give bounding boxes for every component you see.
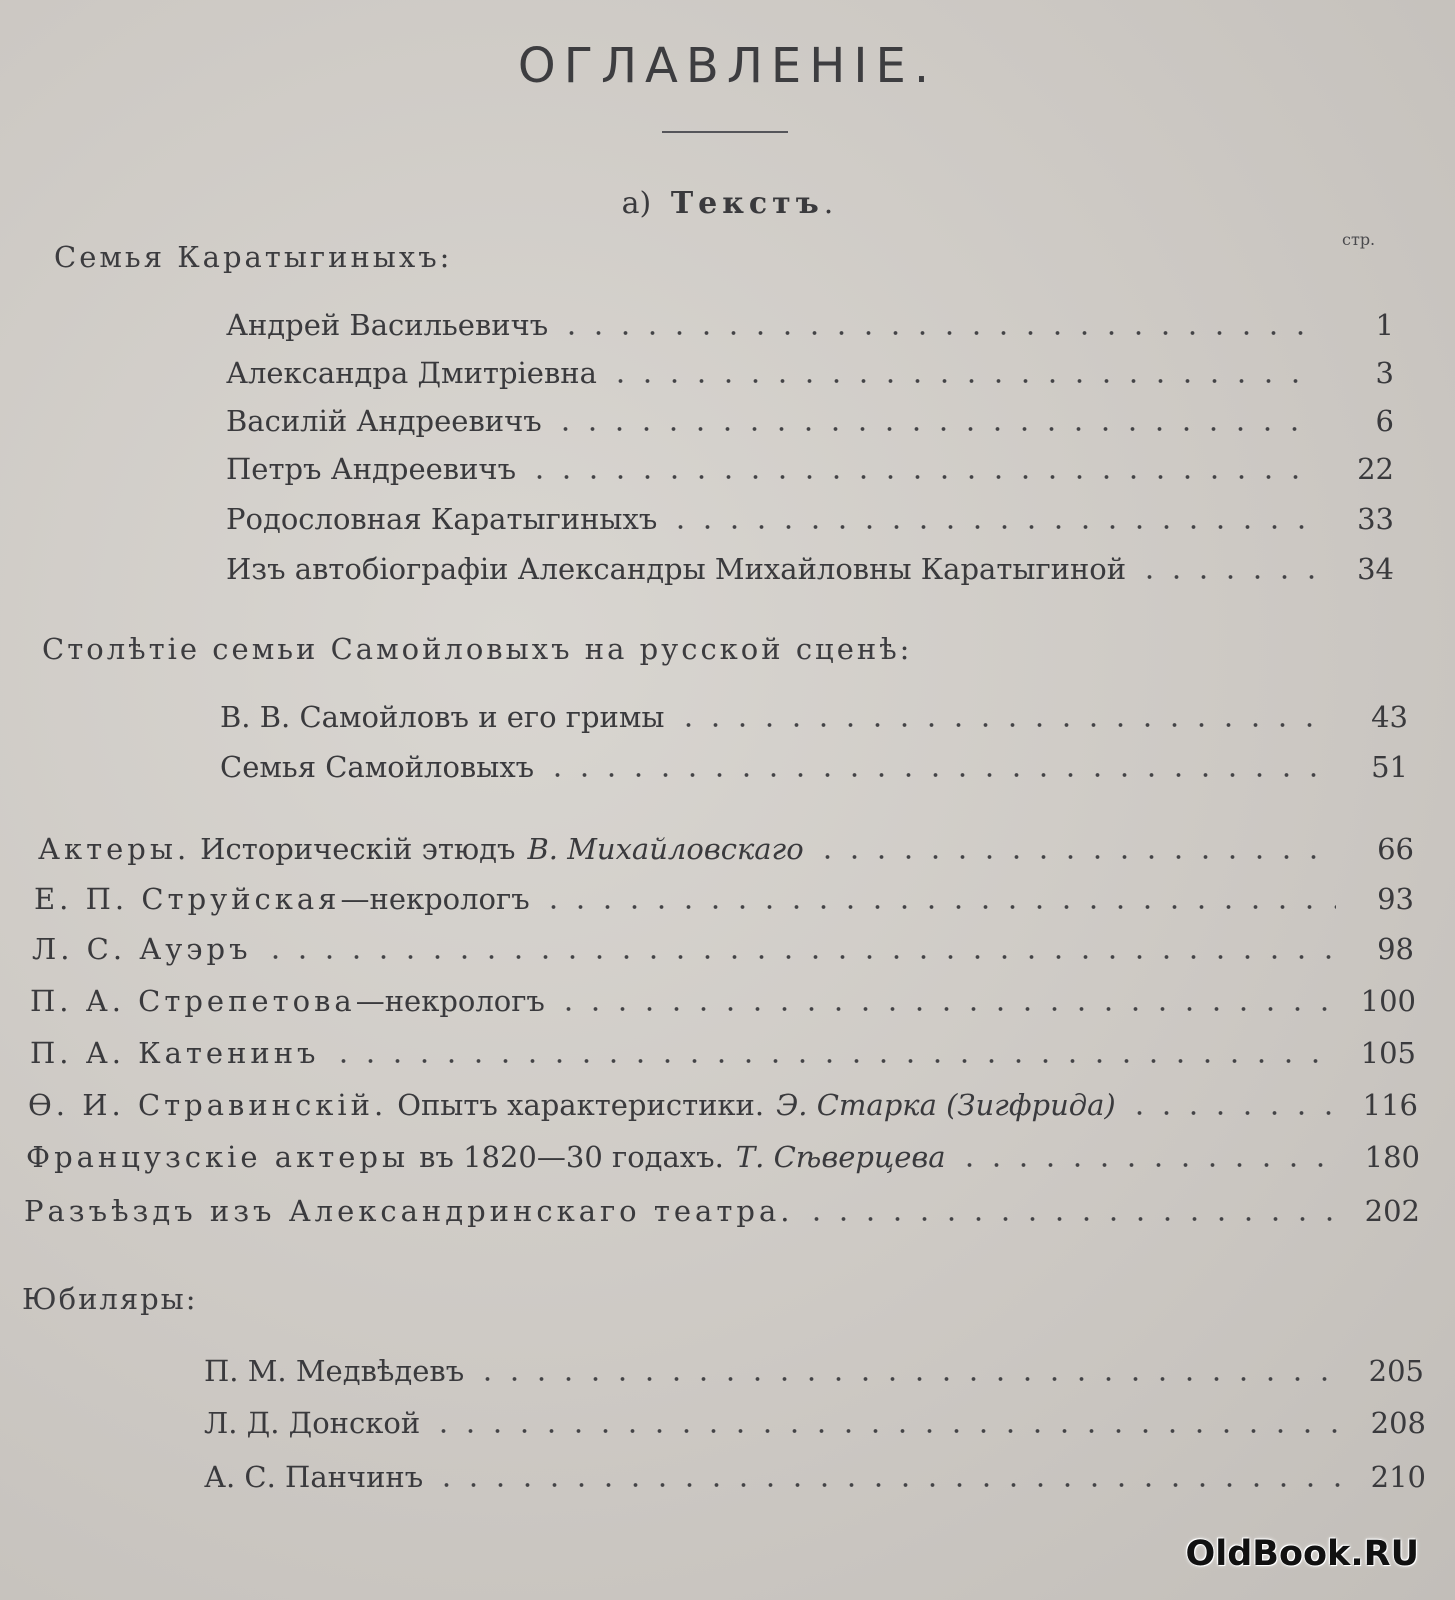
entry-page: 93 — [1377, 882, 1414, 916]
title-divider — [662, 131, 788, 133]
dot-leader — [1136, 574, 1316, 580]
entry-title: Л. С. Ауэръ — [32, 932, 252, 966]
entry-page: 51 — [1371, 750, 1408, 784]
entry-page: 180 — [1364, 1140, 1420, 1174]
entry-page: 205 — [1368, 1354, 1424, 1388]
entry-page: 33 — [1357, 502, 1394, 536]
entry-title: Разъѣздъ изъ Александринскаго театра. — [24, 1194, 794, 1228]
section-heading: Семья Каратыгиныхъ: — [54, 240, 453, 274]
entry-page: 116 — [1362, 1088, 1418, 1122]
toc-entry — [226, 404, 1394, 444]
entry-title: Петръ Андреевичъ — [226, 452, 517, 486]
toc-entry — [32, 932, 1414, 972]
dot-leader — [814, 854, 1336, 860]
toc-entry — [226, 308, 1394, 348]
toc-entry — [34, 882, 1414, 922]
section-heading: Юбиляры: — [22, 1282, 198, 1316]
entry-title: Е. П. Струйская — [34, 882, 341, 916]
entry-page: 98 — [1377, 932, 1414, 966]
entry-page: 100 — [1360, 984, 1416, 1018]
toc-entry — [26, 1140, 1420, 1180]
entry-title: В. В. Самойловъ и его гримы — [220, 700, 665, 734]
entry-page: 6 — [1375, 404, 1394, 438]
entry-title: Актеры. — [38, 832, 191, 866]
dot-leader — [803, 1216, 1342, 1222]
entry-page: 43 — [1371, 700, 1408, 734]
dot-leader — [555, 1006, 1338, 1012]
dot-leader — [607, 378, 1316, 384]
entry-author: Э. Старка (Зигфрида) — [776, 1088, 1116, 1122]
toc-entry — [30, 1036, 1416, 1076]
entry-page: 1 — [1375, 308, 1394, 342]
dot-leader — [540, 904, 1336, 910]
section-heading: Столѣтіе семьи Самойловыхъ на русской сценѣ: — [42, 632, 913, 666]
toc-entry — [220, 700, 1408, 740]
toc-entry — [204, 1406, 1426, 1446]
entry-title: Александра Дмитріевна — [226, 356, 597, 390]
entry-page: 66 — [1377, 832, 1414, 866]
entry-subtitle: —некрологъ — [340, 882, 530, 916]
entry-title: Андрей Васильевичъ — [226, 308, 549, 342]
section-subtitle — [0, 186, 1455, 221]
dot-leader — [1126, 1110, 1340, 1116]
page-title: ОГЛАВЛЕНІЕ. — [517, 38, 938, 94]
entry-title: Ѳ. И. Стравинскій. — [28, 1088, 388, 1122]
toc-entry — [28, 1088, 1418, 1128]
entry-title: А. С. Панчинъ — [204, 1460, 424, 1494]
entry-title: Василій Андреевичъ — [226, 404, 542, 438]
entry-subtitle: въ 1820—30 годахъ. — [419, 1140, 724, 1174]
entry-subtitle: Историческій этюдъ — [200, 832, 516, 866]
entry-author: В. Михайловскаго — [527, 832, 804, 866]
site-watermark: OldBook.RU — [1185, 1534, 1419, 1574]
toc-entry — [226, 502, 1394, 542]
dot-leader — [956, 1162, 1342, 1168]
entry-page: 202 — [1364, 1194, 1420, 1228]
entry-title: П. М. Медвѣдевъ — [204, 1354, 465, 1388]
toc-entry — [226, 452, 1394, 492]
entry-subtitle: Опытъ характеристики. — [397, 1088, 765, 1122]
dot-leader — [544, 772, 1330, 778]
entry-page: 208 — [1370, 1406, 1426, 1440]
entry-author: Т. Сѣверцева — [735, 1140, 946, 1174]
dot-leader — [430, 1428, 1348, 1434]
subtitle-main: Текстъ — [670, 186, 824, 221]
subtitle-prefix: а) — [621, 186, 652, 221]
entry-page: 34 — [1357, 552, 1394, 586]
toc-entry — [38, 832, 1414, 872]
entry-title: П. А. Стрепетова — [30, 984, 356, 1018]
entry-page: 22 — [1357, 452, 1394, 486]
entry-title: П. А. Катенинъ — [30, 1036, 320, 1070]
toc-entry — [226, 552, 1394, 592]
dot-leader — [433, 1482, 1348, 1488]
toc-entry — [204, 1460, 1426, 1500]
toc-entry — [204, 1354, 1424, 1394]
entry-page: 3 — [1375, 356, 1394, 390]
entry-page: 105 — [1360, 1036, 1416, 1070]
toc-entry — [24, 1194, 1420, 1234]
dot-leader — [675, 722, 1330, 728]
entry-title: Изъ автобіографіи Александры Михайловны Каратыгиной — [226, 552, 1127, 586]
dot-leader — [558, 330, 1316, 336]
toc-entry — [226, 356, 1394, 396]
entry-title: Л. Д. Донской — [204, 1406, 421, 1440]
entry-title: Родословная Каратыгиныхъ — [226, 502, 658, 536]
dot-leader — [552, 426, 1316, 432]
dot-leader — [526, 474, 1316, 480]
dot-leader — [330, 1058, 1338, 1064]
toc-entry — [220, 750, 1408, 790]
entry-title: Французскіе актеры — [26, 1140, 410, 1174]
dot-leader — [474, 1376, 1346, 1382]
page-column-label: стр. — [1342, 230, 1376, 249]
toc-entry — [30, 984, 1416, 1024]
subtitle-suffix: . — [823, 186, 834, 221]
entry-title: Семья Самойловыхъ — [220, 750, 535, 784]
entry-page: 210 — [1370, 1460, 1426, 1494]
dot-leader — [667, 524, 1316, 530]
dot-leader — [262, 954, 1336, 960]
entry-subtitle: —некрологъ — [355, 984, 545, 1018]
